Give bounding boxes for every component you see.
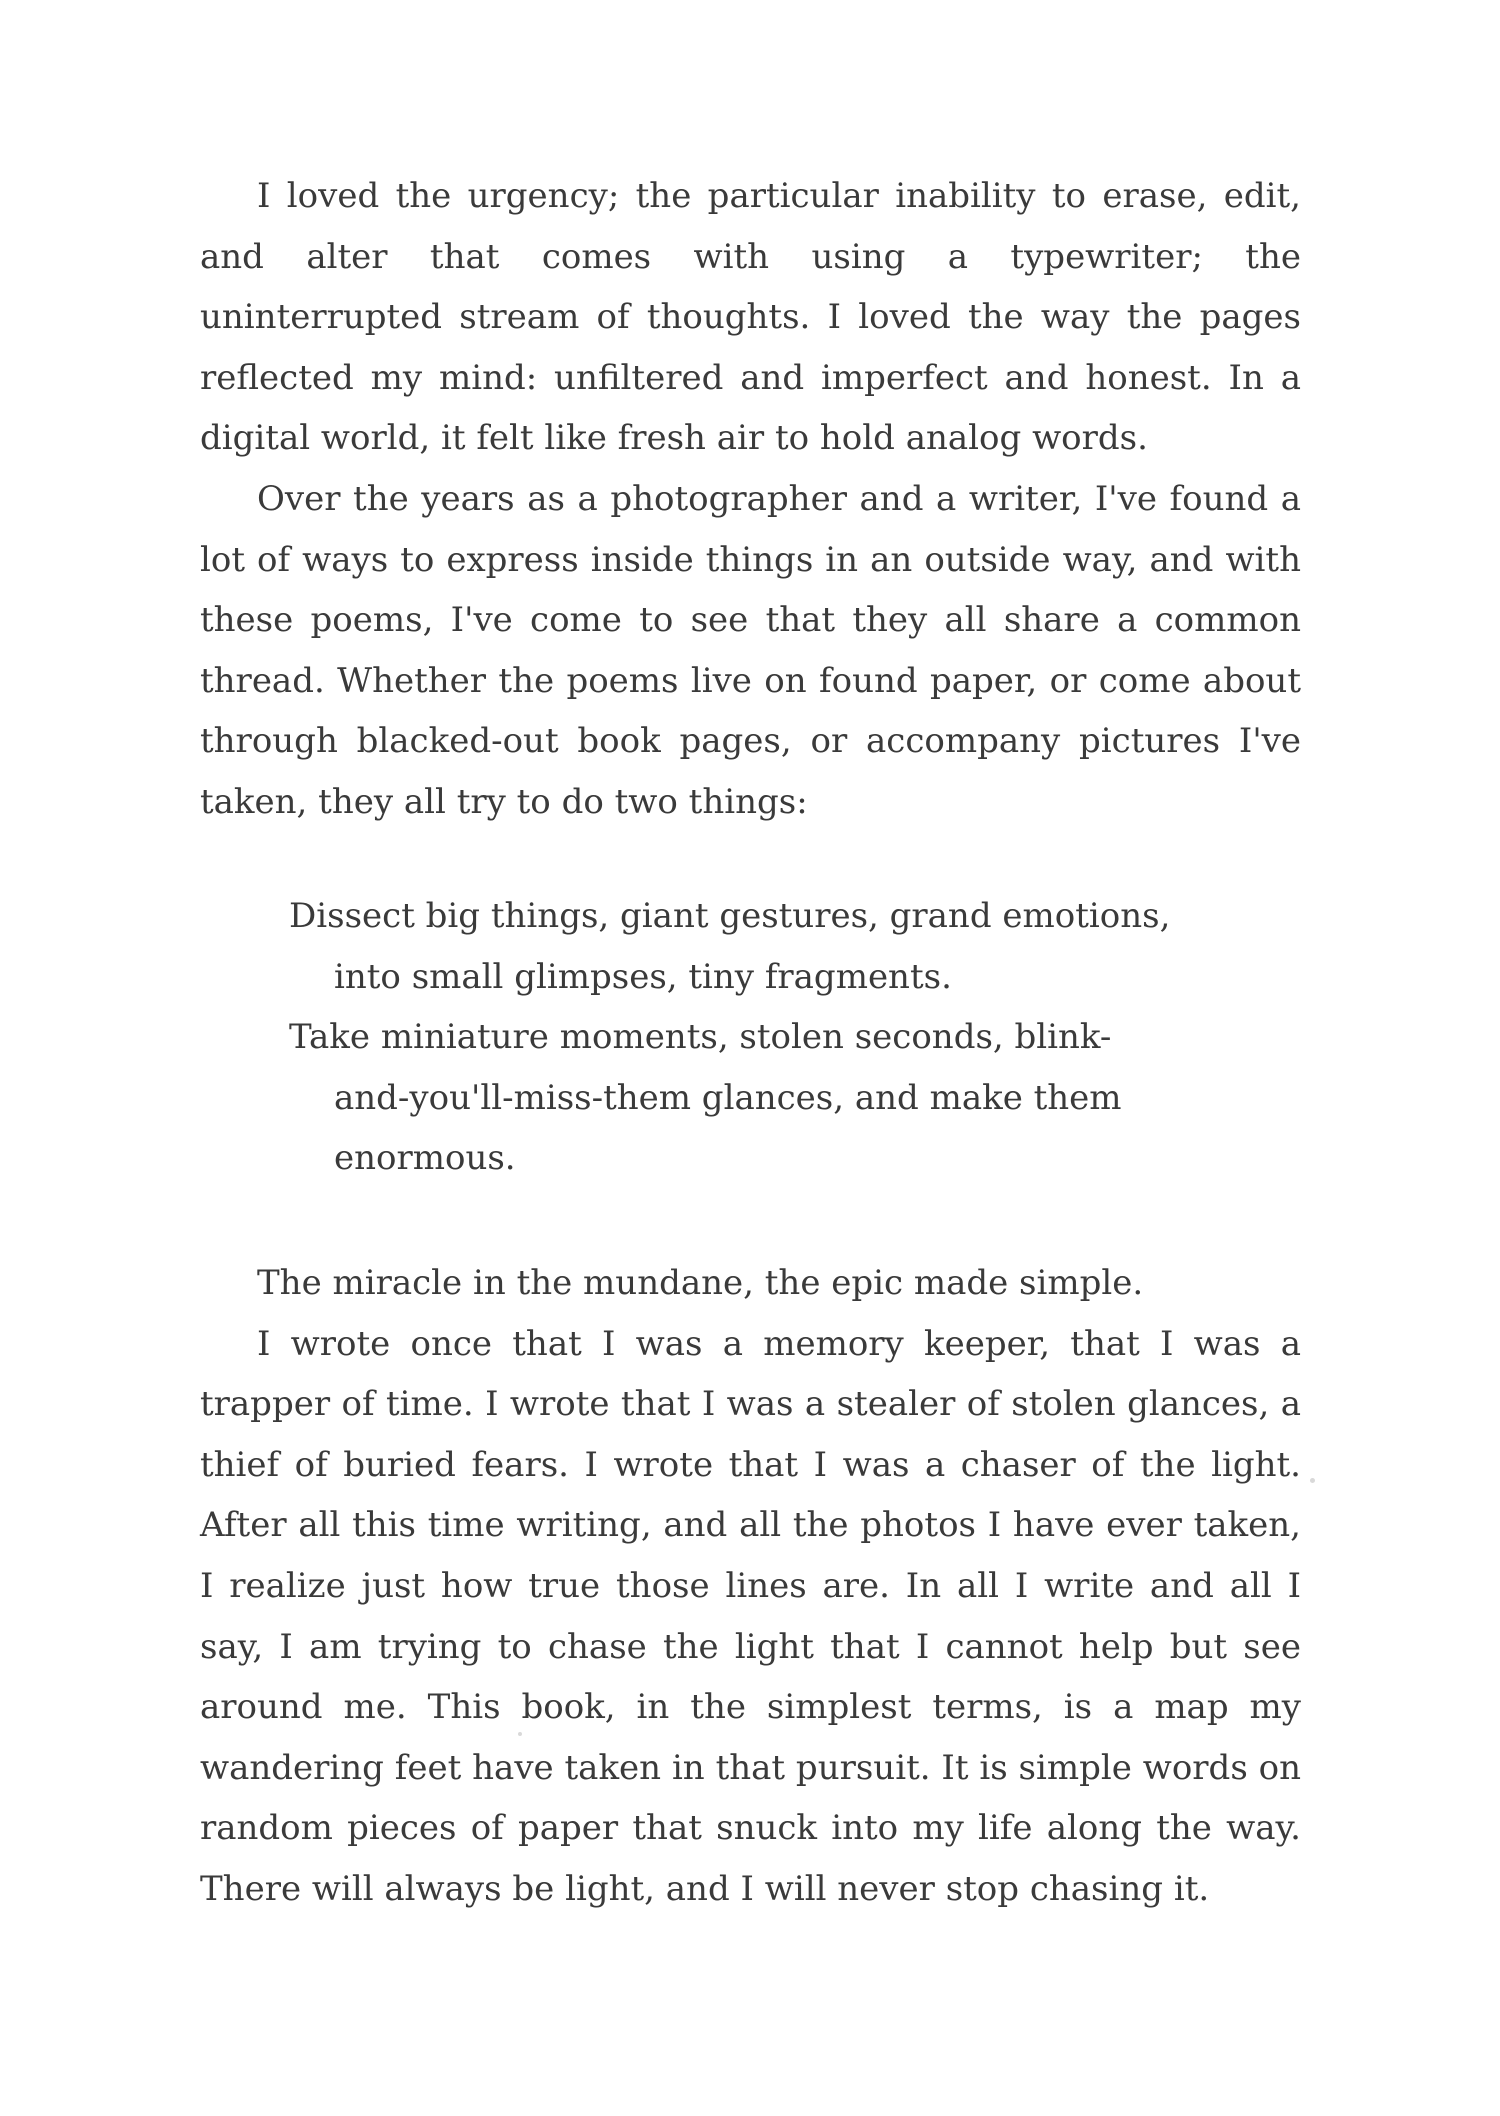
verse-line: and-you'll-miss-them glances, and make them <box>334 1077 1122 1118</box>
closing-text-block <box>200 1253 1301 1920</box>
scan-speck <box>1310 1478 1315 1483</box>
verse-line: Take miniature moments, stolen seconds, blink- <box>289 1017 1112 1058</box>
scan-speck <box>518 1732 522 1736</box>
verse-line: Dissect big things, giant gestures, grand emotions, <box>289 896 1171 936</box>
paragraph-photographer-writer: Over the years as a photographer and a writer, I've found a lot of ways to express inside things in an outside way, and with these poems, I've come to see that they all share a common thread. Whether the poems live on found paper, or come about through blacked-out book pages, or accompany pictures I've taken, they all try to do two things: <box>200 478 1301 822</box>
verse-line: enormous. <box>334 1138 516 1179</box>
paragraph-miracle: The miracle in the mundane, the epic made simple. <box>257 1263 1144 1303</box>
paragraph-memory-keeper: I wrote once that I was a memory keeper, that I was a trapper of time. I wrote that I was a stealer of stolen glances, a thief of buried fears. I wrote that I was a chaser of the light. After all this time writing, and all the photos I have ever taken, I realize just how true those lines are. In all I write and all I say, I am trying to chase the light that I cannot help but see around me. This book, in the simplest terms, is a map my wandering feet have taken in that pursuit. It is simple words on random pieces of paper that snuck into my life along the way. There will always be light, and I will never stop chasing it. <box>200 1323 1301 1909</box>
paragraph-typewriter: I loved the urgency; the particular inability to erase, edit, and alter that comes with using a typewriter; the uninterrupted stream of thoughts. I loved the way the pages reflected my mind: unfiltered and imperfect and honest. In a digital world, it felt like fresh air to hold analog words. <box>200 176 1301 459</box>
verse-line: into small glimpses, tiny fragments. <box>334 956 952 997</box>
intro-text-block <box>200 166 1301 833</box>
two-things-verse <box>289 886 1249 1189</box>
